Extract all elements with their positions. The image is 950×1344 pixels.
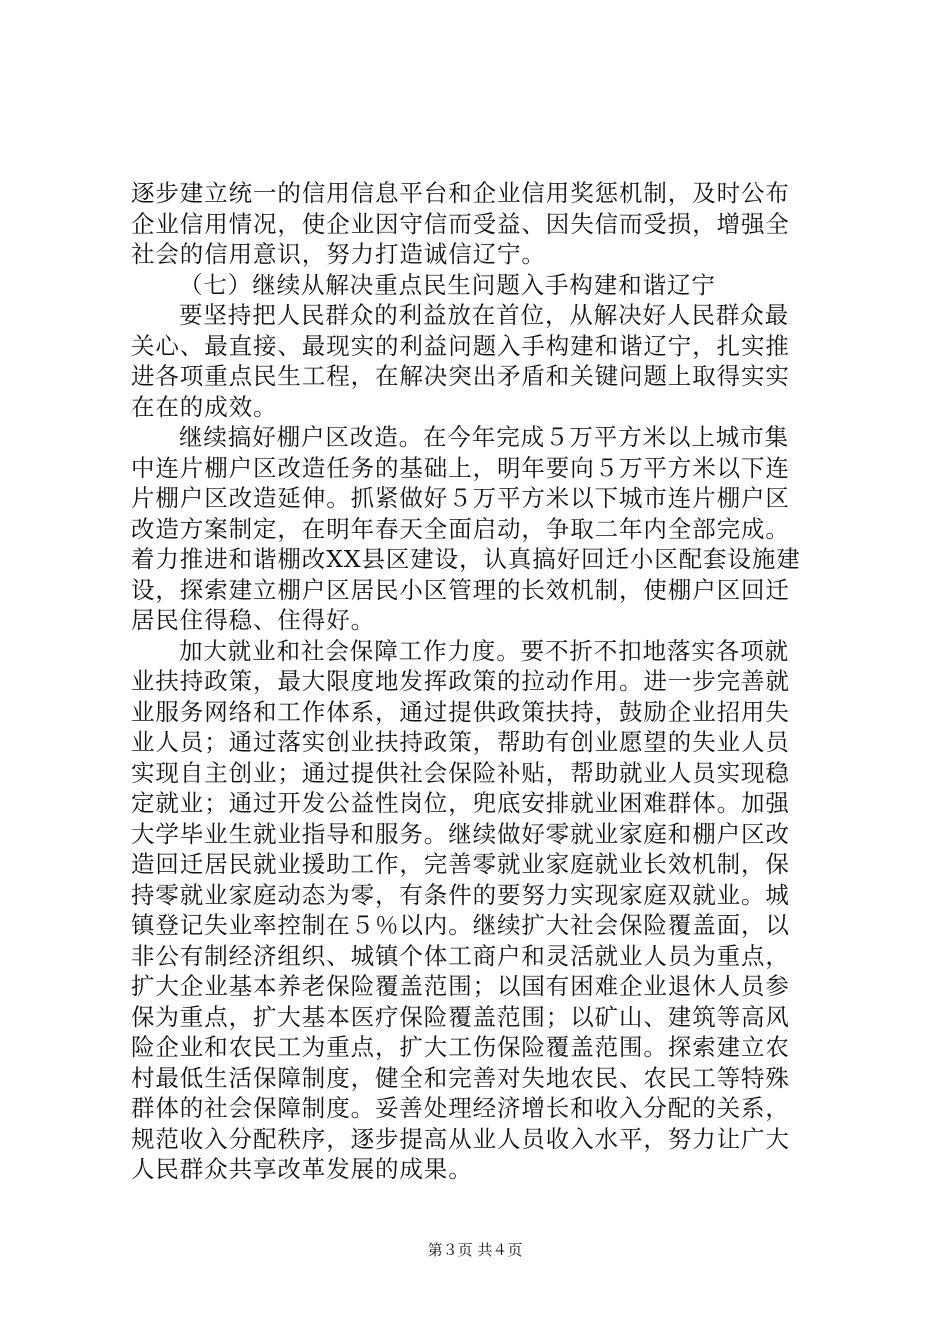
text-line: 在在的成效。 bbox=[131, 392, 278, 421]
text-line: 非公有制经济组织、城镇个体工商户和灵活就业人员为重点， bbox=[131, 941, 790, 970]
text-line: 扩大企业基本养老保险覆盖范围；以国有困难企业退休人员参 bbox=[131, 972, 790, 1000]
text-line: 业扶持政策，最大限度地发挥政策的拉动作用。进一步完善就 bbox=[131, 667, 790, 695]
section-heading: （七）继续从解决重点民生问题入手构建和谐辽宁 bbox=[179, 270, 716, 299]
text-line: 镇登记失业率控制在５％以内。继续扩大社会保险覆盖面，以 bbox=[131, 911, 790, 939]
text-line: 居民住得稳、住得好。 bbox=[131, 606, 375, 634]
text-line: 企业信用情况，使企业因守信而受益、因失信而受损，增强全 bbox=[131, 209, 790, 238]
text-line: 群体的社会保障制度。妥善处理经济增长和收入分配的关系， bbox=[131, 1094, 790, 1122]
text-line: 继续搞好棚户区改造。在今年完成５万平方米以上城市集 bbox=[179, 423, 789, 451]
text-line: 着力推进和谐棚改XX县区建设，认真搞好回迁小区配套设施建 bbox=[131, 545, 801, 573]
text-line: 造回迁居民就业援助工作，完善零就业家庭就业长效机制，保 bbox=[131, 850, 790, 878]
text-line: 进各项重点民生工程，在解决突出矛盾和关键问题上取得实实 bbox=[131, 362, 790, 390]
text-line: 规范收入分配秩序，逐步提高从业人员收入水平，努力让广大 bbox=[131, 1124, 790, 1153]
text-line: 村最低生活保障制度，健全和完善对失地农民、农民工等特殊 bbox=[131, 1063, 790, 1092]
document-body bbox=[131, 178, 831, 1185]
text-line: 片棚户区改造延伸。抓紧做好５万平方米以下城市连片棚户区 bbox=[131, 484, 790, 512]
text-line: 中连片棚户区改造任务的基础上，明年要向５万平方米以下连 bbox=[131, 453, 790, 482]
text-line: 实现自主创业；通过提供社会保险补贴，帮助就业人员实现稳 bbox=[131, 758, 790, 787]
text-line: 要坚持把人民群众的利益放在首位，从解决好人民群众最 bbox=[179, 301, 789, 329]
text-line: 险企业和农民工为重点，扩大工伤保险覆盖范围。探索建立农 bbox=[131, 1033, 790, 1061]
text-line: 大学毕业生就业指导和服务。继续做好零就业家庭和棚户区改 bbox=[131, 819, 790, 848]
page-number-footer: 第３页 共４页 bbox=[427, 1241, 523, 1259]
text-line: 设，探索建立棚户区居民小区管理的长效机制，使棚户区回迁 bbox=[131, 575, 790, 604]
text-line: 业服务网络和工作体系，通过提供政策扶持，鼓励企业招用失 bbox=[131, 697, 790, 726]
text-line: 逐步建立统一的信用信息平台和企业信用奖惩机制，及时公布 bbox=[131, 179, 790, 207]
text-line: 保为重点，扩大基本医疗保险覆盖范围；以矿山、建筑等高风 bbox=[131, 1002, 790, 1031]
text-line: 改造方案制定，在明年春天全面启动，争取二年内全部完成。 bbox=[131, 514, 790, 543]
text-line: 社会的信用意识，努力打造诚信辽宁。 bbox=[131, 240, 546, 268]
text-line: 持零就业家庭动态为零，有条件的要努力实现家庭双就业。城 bbox=[131, 880, 790, 909]
text-line: 人民群众共享改革发展的成果。 bbox=[131, 1155, 473, 1183]
text-line: 业人员；通过落实创业扶持政策，帮助有创业愿望的失业人员 bbox=[131, 728, 790, 756]
text-line: 定就业；通过开发公益性岗位，兜底安排就业困难群体。加强 bbox=[131, 789, 790, 817]
text-line: 加大就业和社会保障工作力度。要不折不扣地落实各项就 bbox=[179, 636, 789, 665]
text-line: 关心、最直接、最现实的利益问题入手构建和谐辽宁，扎实推 bbox=[131, 331, 790, 360]
